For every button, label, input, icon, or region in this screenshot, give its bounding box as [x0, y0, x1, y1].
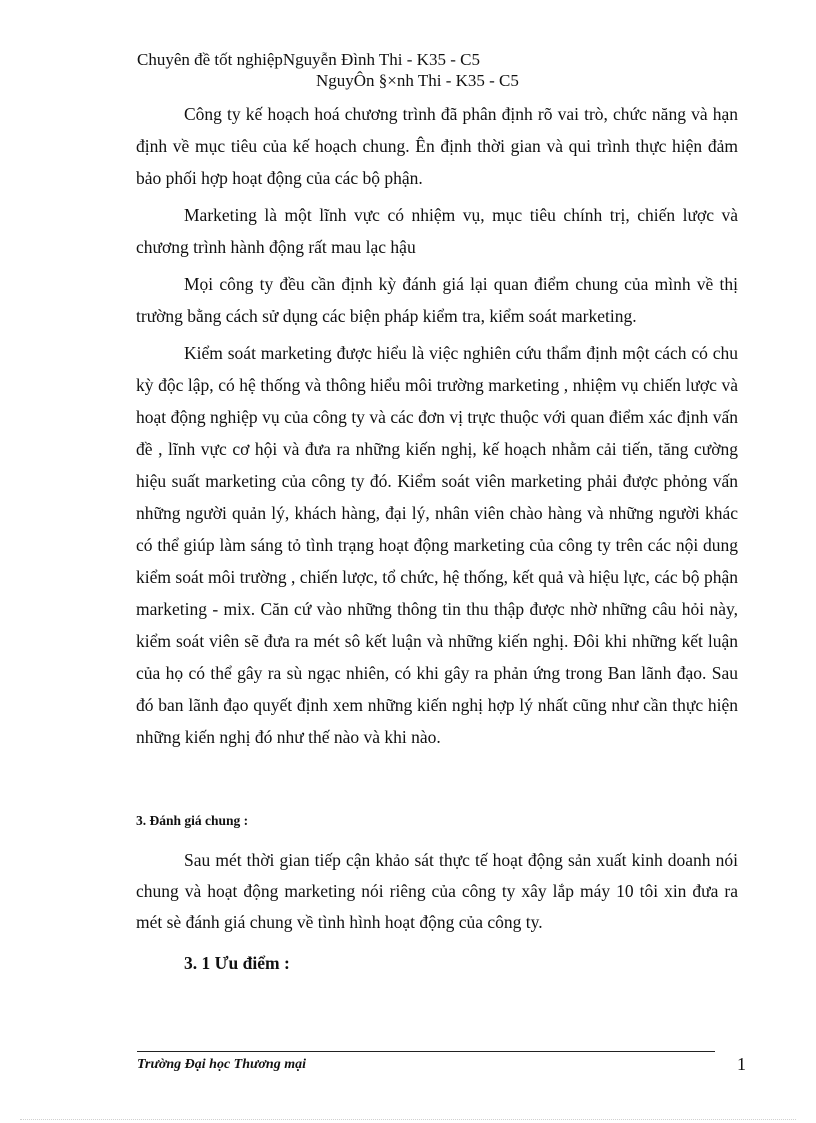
section-3-heading: 3. Đánh giá chung : — [136, 813, 249, 828]
footer-divider — [137, 1051, 715, 1052]
section-3-paragraph: Sau mét thời gian tiếp cận khảo sát thực tế hoạt động sản xuất kinh doanh nói chung và hoạt động marketing nói riêng của công ty xây lắp máy 10 tôi xin đưa ra mét sè đánh giá chung về tình hình hoạt động của công ty. — [136, 850, 738, 932]
paragraph-4: Kiểm soát marketing được hiểu là việc nghiên cứu thẩm định một cách có chu kỳ độc lập, có hệ thống và thông hiểu môi trường marketing , nhiệm vụ chiến lược và hoạt động nghiệp vụ của công ty và các đơn vị trực thuộc với quan điểm xác định vấn đề , lĩnh vực cơ hội và đưa ra những kiến nghị, kế hoạch nhằm cải tiến, tăng cường hiệu suất marketing của công ty đó. Kiểm soát viên marketing phải được phỏng vấn những người quản lý, khách hàng, đại lý, nhân viên chào hàng và những người khác có thể giúp làm sáng tỏ tình trạng hoạt động marketing của công ty trên các nội dung kiểm soát môi trường , chiến lược, tổ chức, hệ thống, kết quả và hiệu lực, các bộ phận marketing - mix. Căn cứ vào những thông tin thu thập được nhờ những câu hỏi này, kiểm soát viên sẽ đưa ra mét sô kết luận và những kiến nghị. Đôi khi những kết luận của họ có thể gây ra sù ngạc nhiên, có khi gây ra phản ứng trong Ban lãnh đạo. Sau đó ban lãnh đạo quyết định xem những kiến nghị hợp lý nhất cũng như cần thực hiện những kiến nghị đó như thế nào và khi nào. — [136, 343, 738, 747]
paragraph-3: Mọi công ty đều cần định kỳ đánh giá lại quan điểm chung của mình về thị trường bằng cách sử dụng các biện pháp kiểm tra, kiểm soát marketing. — [136, 274, 738, 326]
page-edge — [20, 1119, 796, 1120]
header-line-2: NguyÔn §×nh Thi - K35 - C5 — [316, 71, 519, 90]
section-3-body — [136, 845, 738, 938]
paragraph-2: Marketing là một lĩnh vực có nhiệm vụ, mục tiêu chính trị, chiến lược và chương trình hành động rất mau lạc hậu — [136, 205, 738, 257]
body-text — [136, 98, 738, 758]
section-3-1-heading: 3. 1 Ưu điểm : — [184, 953, 290, 973]
header-line-1: Chuyên đề tốt nghiệpNguyễn Đình Thi - K35 - C5 — [137, 50, 480, 69]
paragraph-1: Công ty kế hoạch hoá chương trình đã phân định rõ vai trò, chức năng và hạn định về mục tiêu của kế hoạch chung. Ên định thời gian và qui trình thực hiện đảm bảo phối hợp hoạt động của các bộ phận. — [136, 104, 738, 188]
page-number: 1 — [737, 1054, 746, 1074]
footer-school-name: Trường Đại học Thương mại — [137, 1057, 306, 1072]
